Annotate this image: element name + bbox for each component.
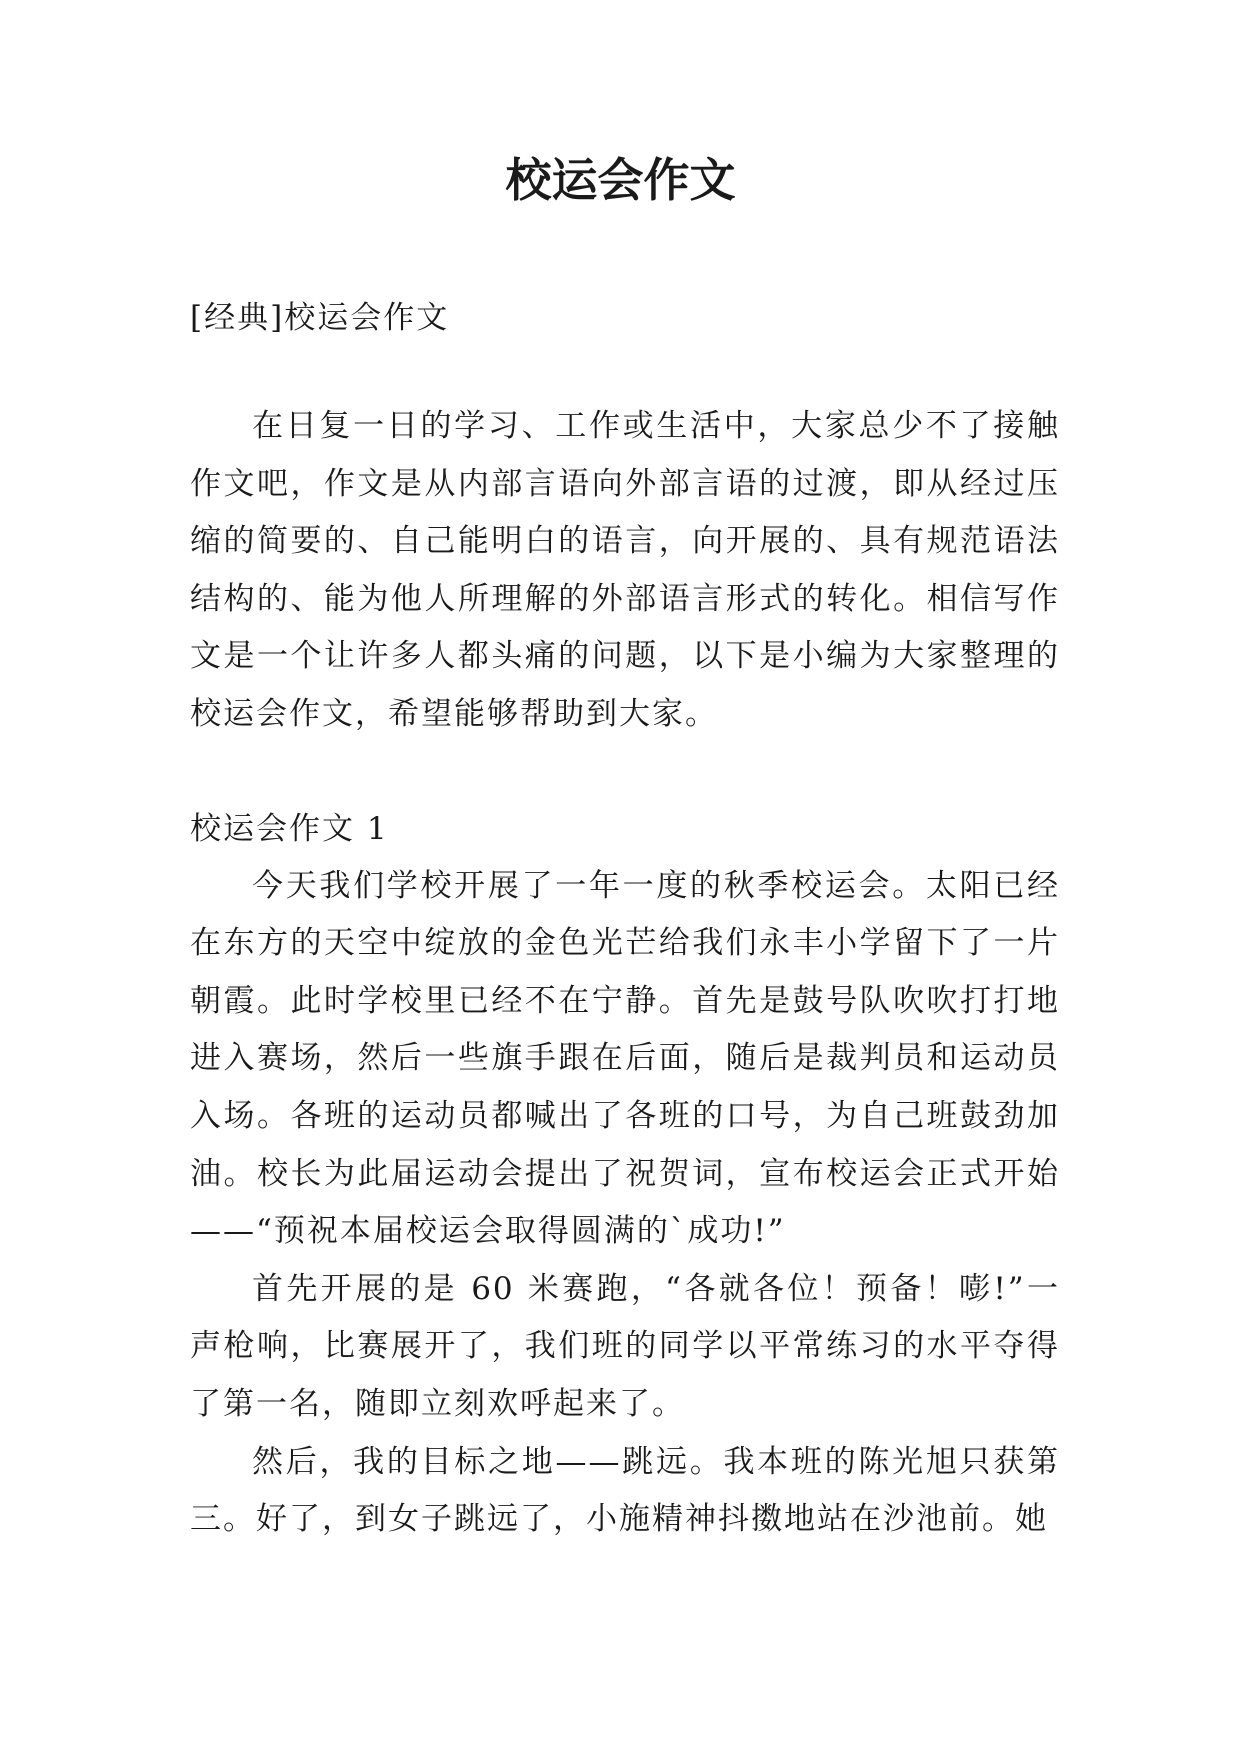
document-title: 校运会作文 xyxy=(505,153,736,207)
body-paragraph: 今天我们学校开展了一年一度的秋季校运会。太阳已经在东方的天空中绽放的金色光芒给我们永丰小学留下了一片朝霞。此时学校里已经不在宁静。首先是鼓号队吹吹打打地进入赛场，然后一些旗手跟在后面，随后是裁判员和运动员入场。各班的运动员都喊出了各班的口号，为自己班鼓劲加油。校长为此届运动会提出了祝贺词，宣布校运会正式开始——“预祝本届校运会取得圆满的`成功!” xyxy=(190,867,1060,1250)
spacer xyxy=(190,348,1060,398)
spacer xyxy=(190,744,1060,800)
intro-paragraph: 在日复一日的学习、工作或生活中，大家总少不了接触作文吧，作文是从内部言语向外部言语的过渡，即从经过压缩的简要的、自己能明白的语言，向开展的、具有规范语法结构的、能为他人所理解的外部语言形式的转化。相信写作文是一个让许多人都头痛的问题，以下是小编为大家整理的校运会作文，希望能够帮助到大家。 xyxy=(190,408,1060,732)
document-subtitle: [经典]校运会作文 xyxy=(190,300,450,336)
body-paragraph: 首先开展的是 60 米赛跑，“各就各位！预备！嘭!”一声枪响，比赛展开了，我们班的同学以平常练习的水平夺得了第一名，随即立刻欢呼起来了。 xyxy=(190,1270,1060,1422)
section-heading: 校运会作文 1 xyxy=(190,810,389,847)
document-body xyxy=(190,288,1060,1549)
body-paragraph: 然后，我的目标之地——跳远。我本班的陈光旭只获第三。好了，到女子跳远了，小施精神抖擞地站在沙池前。她 xyxy=(190,1443,1060,1538)
